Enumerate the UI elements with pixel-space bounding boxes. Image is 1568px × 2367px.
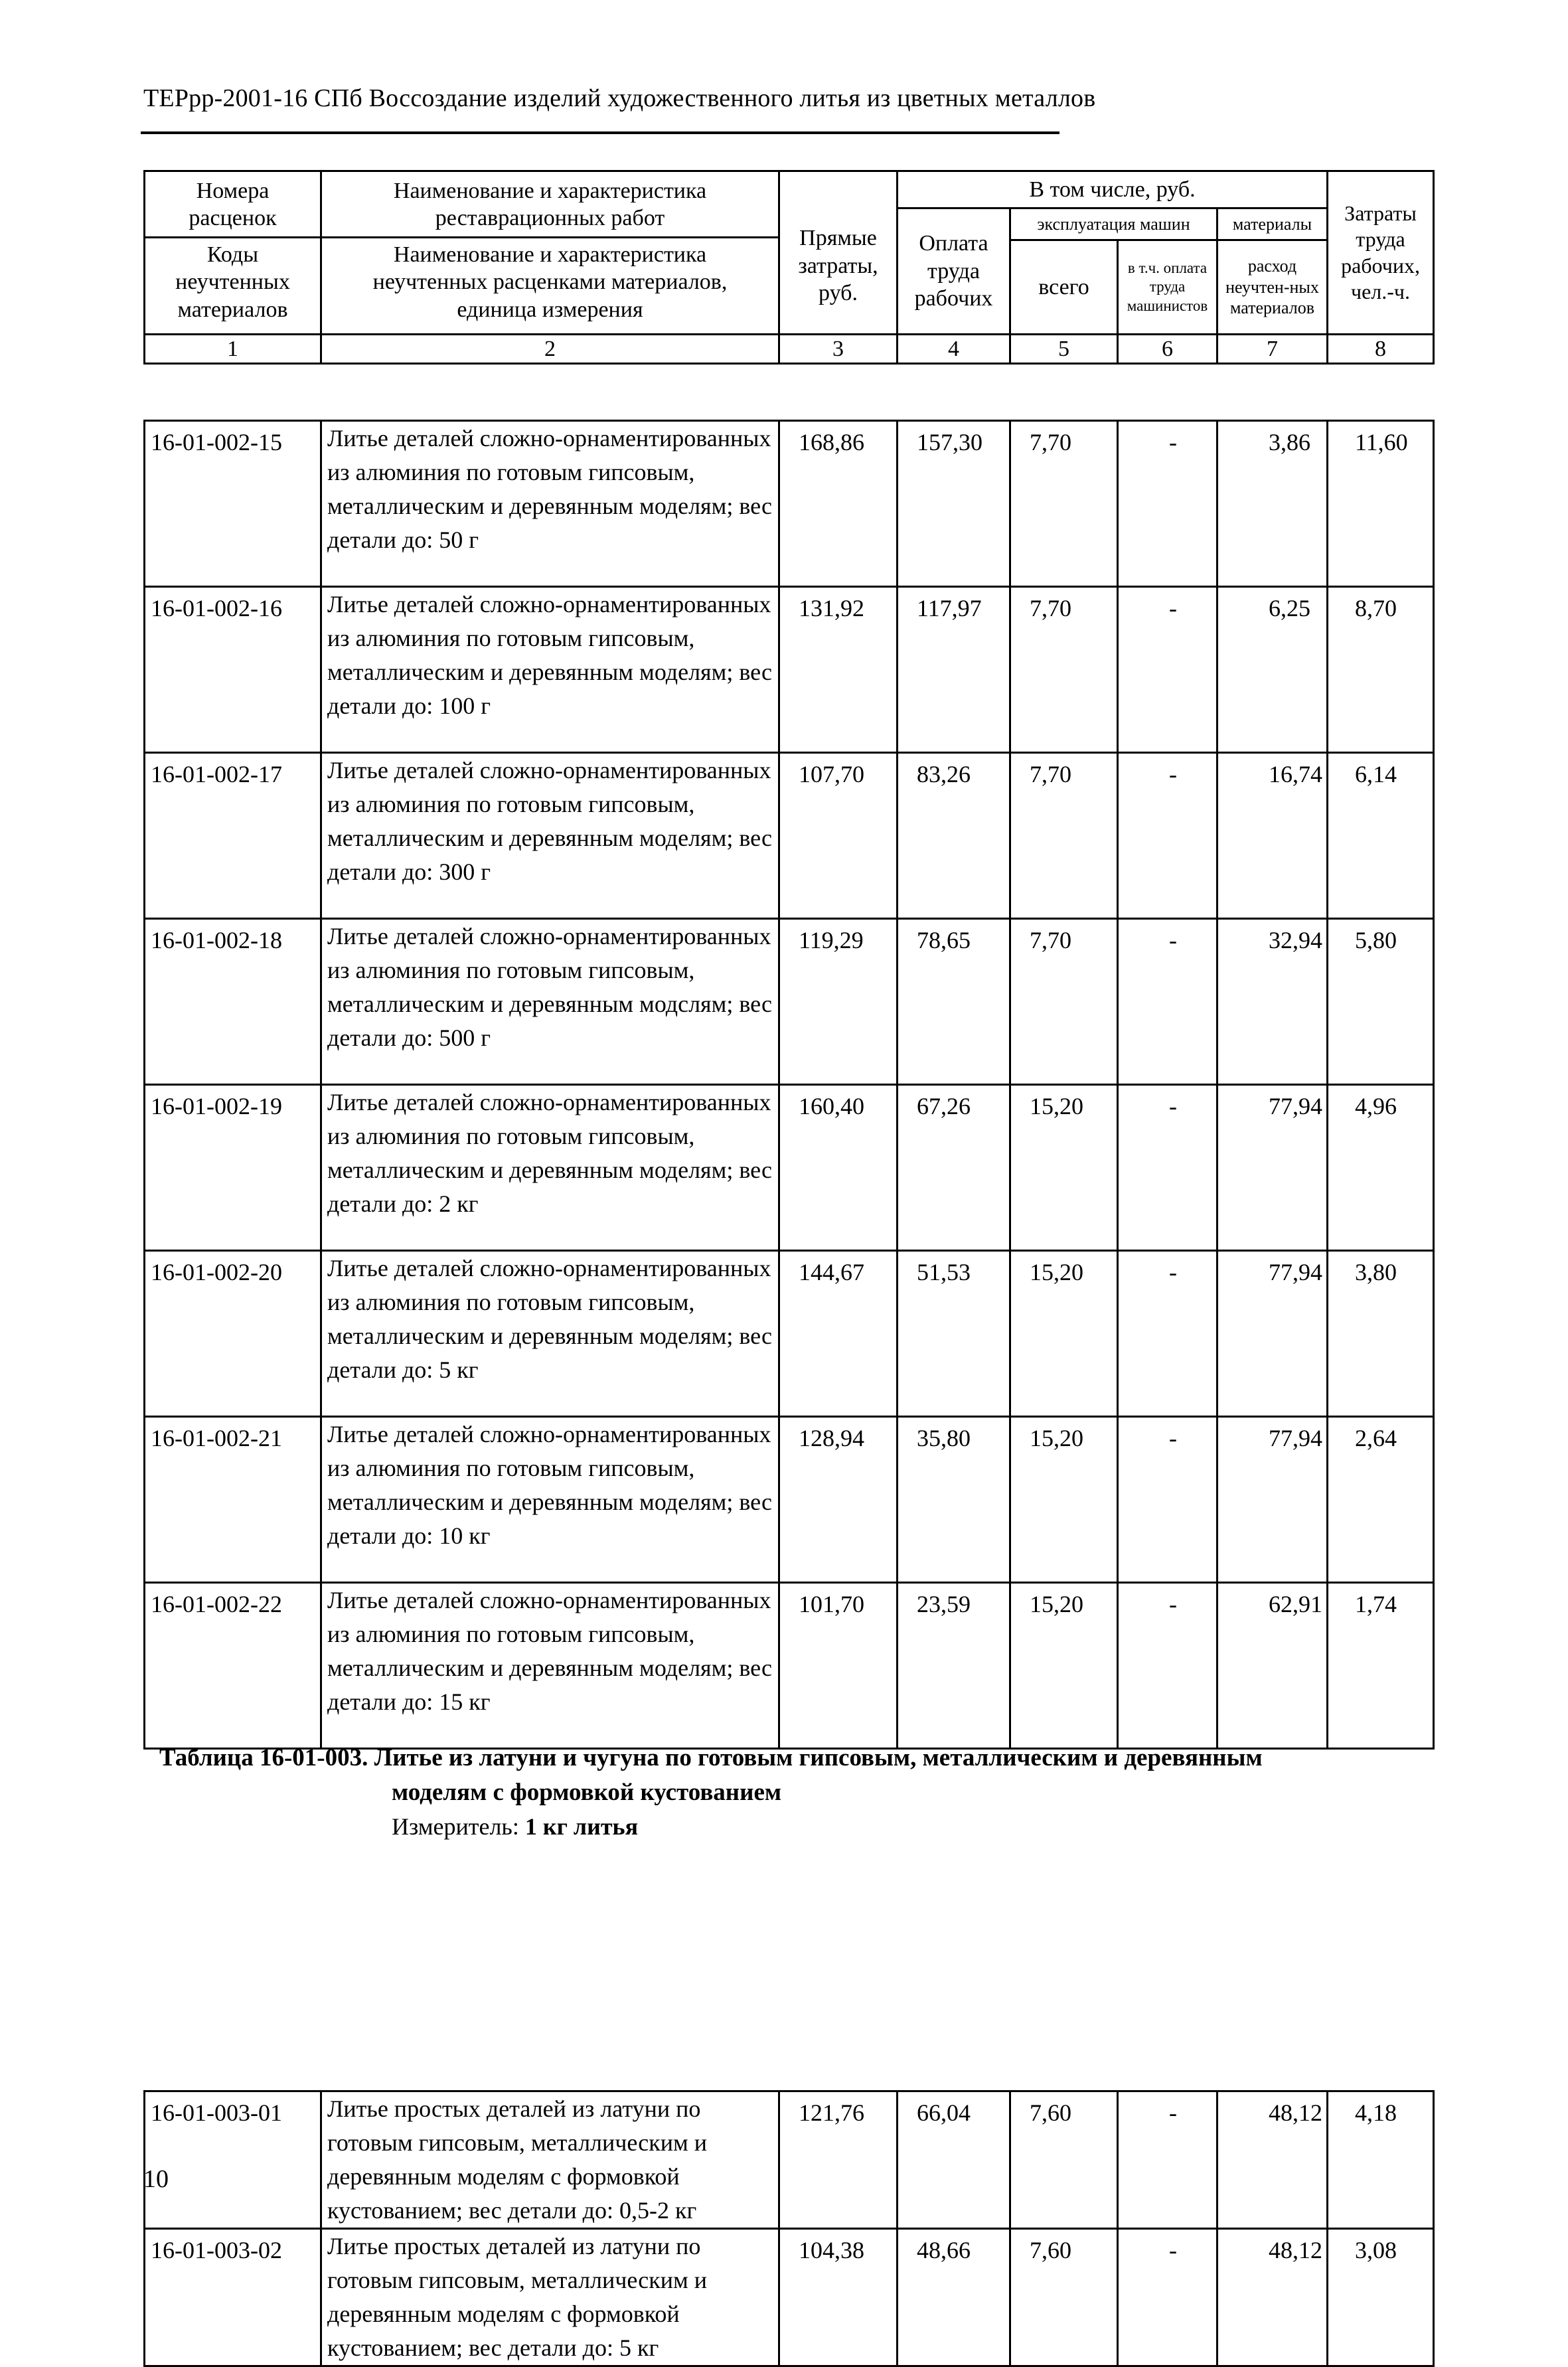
materials-cost: 3,86 xyxy=(1217,421,1328,587)
work-description: Литье деталей сложно-орнаментированных из алюминия по готовым гипсовым, металлическим и деревянным моделям; вес детали до: 100 г xyxy=(321,587,779,753)
work-description: Литье деталей сложно-орнаментированных из алюминия по готовым гипсовым, металлическим и деревянным моделям; вес детали до: 50 г xyxy=(321,421,779,587)
labor-pay: 83,26 xyxy=(898,753,1010,919)
machinist-pay: - xyxy=(1118,421,1217,587)
machine-total: 15,20 xyxy=(1010,1583,1118,1749)
rate-code: 16-01-002-15 xyxy=(145,421,321,587)
machines-header: эксплуатация машин xyxy=(1010,208,1217,240)
table-caption-line2: моделям с формовкой кустованием xyxy=(392,1779,782,1806)
table-row xyxy=(145,421,1434,587)
direct-costs: 160,40 xyxy=(779,1085,898,1251)
machinist-pay: - xyxy=(1118,2229,1217,2366)
work-description: Литье деталей сложно-орнаментированных из алюминия по готовым гипсовым, металлическим и деревянным моделям; вес детали до: 15 кг xyxy=(321,1583,779,1749)
labor-hours: 11,60 xyxy=(1328,421,1434,587)
rate-code: 16-01-002-16 xyxy=(145,587,321,753)
direct-costs: 104,38 xyxy=(779,2229,898,2366)
header-rule xyxy=(141,131,1059,134)
incl-header: В том числе, руб. xyxy=(898,171,1328,208)
page-number: 10 xyxy=(143,2165,169,2193)
col8-header: Затраты труда рабочих, чел.-ч. xyxy=(1328,171,1434,335)
work-description: Литье простых деталей из латуни по готовым гипсовым, металлическим и деревянным моделям с формовкой кустованием; вес детали до: 5 кг xyxy=(321,2229,779,2366)
labor-pay: 66,04 xyxy=(898,2091,1010,2229)
col-number: 3 xyxy=(779,335,898,364)
machine-total: 7,70 xyxy=(1010,753,1118,919)
labor-hours: 3,08 xyxy=(1328,2229,1434,2366)
materials-cost: 48,12 xyxy=(1217,2091,1328,2229)
col4-header: Оплата труда рабочих xyxy=(898,208,1010,335)
table-meter xyxy=(392,1810,638,1843)
col1-bottom: Коды неучтенных материалов xyxy=(175,242,290,322)
work-description: Литье простых деталей из латуни по готовым гипсовым, металлическим и деревянным моделям с формовкой кустованием; вес детали до: 0,5-2 кг xyxy=(321,2091,779,2229)
machinist-pay: - xyxy=(1118,919,1217,1085)
col-number: 1 xyxy=(145,335,321,364)
machine-total: 7,60 xyxy=(1010,2091,1118,2229)
col2-top: Наименование и характеристика реставрационных работ xyxy=(393,179,707,231)
labor-pay: 23,59 xyxy=(898,1583,1010,1749)
materials-cost: 77,94 xyxy=(1217,1417,1328,1583)
rate-code: 16-01-002-18 xyxy=(145,919,321,1085)
table-row xyxy=(145,2091,1434,2229)
materials-header: материалы xyxy=(1217,208,1328,240)
rate-code: 16-01-002-21 xyxy=(145,1417,321,1583)
labor-hours: 6,14 xyxy=(1328,753,1434,919)
table-row xyxy=(145,753,1434,919)
table-row xyxy=(145,1085,1434,1251)
direct-costs: 121,76 xyxy=(779,2091,898,2229)
work-description: Литье деталей сложно-орнаментированных из алюминия по готовым гипсовым, металлическим и деревянным моделям; вес детали до: 5 кг xyxy=(321,1251,779,1417)
labor-hours: 5,80 xyxy=(1328,919,1434,1085)
rate-code: 16-01-003-01 xyxy=(145,2091,321,2229)
table-caption-line1: Таблица 16-01-003. Литье из латуни и чугуна по готовым гипсовым, металлическим и деревянным xyxy=(159,1744,1263,1771)
work-description: Литье деталей сложно-орнаментированных из алюминия по готовым гипсовым, металлическим и деревянным моделям; вес детали до: 2 кг xyxy=(321,1085,779,1251)
machine-total: 7,70 xyxy=(1010,587,1118,753)
col7-header: расход неучтен-ных материалов xyxy=(1217,240,1328,335)
machine-total: 7,60 xyxy=(1010,2229,1118,2366)
header-divider xyxy=(145,236,320,238)
direct-costs: 101,70 xyxy=(779,1583,898,1749)
work-description: Литье деталей сложно-орнаментированных из алюминия по готовым гипсовым, металлическим и деревянным моделям; вес детали до: 10 кг xyxy=(321,1417,779,1583)
labor-pay: 78,65 xyxy=(898,919,1010,1085)
machine-total: 7,70 xyxy=(1010,919,1118,1085)
materials-cost: 32,94 xyxy=(1217,919,1328,1085)
labor-pay: 67,26 xyxy=(898,1085,1010,1251)
rates-table-003 xyxy=(143,2090,1435,2367)
labor-pay: 157,30 xyxy=(898,421,1010,587)
machine-total: 15,20 xyxy=(1010,1251,1118,1417)
labor-hours: 2,64 xyxy=(1328,1417,1434,1583)
machinist-pay: - xyxy=(1118,587,1217,753)
direct-costs: 168,86 xyxy=(779,421,898,587)
col2-bottom: Наименование и характеристика неучтенных расценками материалов, единица измерения xyxy=(372,242,728,322)
work-description: Литье деталей сложно-орнаментированных из алюминия по готовым гипсовым, металлическим и деревянным модслям; вес детали до: 500 г xyxy=(321,919,779,1085)
direct-costs: 128,94 xyxy=(779,1417,898,1583)
meter-value: 1 кг литья xyxy=(524,1813,639,1840)
table-row xyxy=(145,1583,1434,1749)
labor-hours: 4,96 xyxy=(1328,1085,1434,1251)
col-number: 5 xyxy=(1010,335,1118,364)
col-number: 6 xyxy=(1118,335,1217,364)
rate-code: 16-01-002-20 xyxy=(145,1251,321,1417)
rate-code: 16-01-002-17 xyxy=(145,753,321,919)
rate-code: 16-01-003-02 xyxy=(145,2229,321,2366)
table-caption xyxy=(159,1741,1421,1810)
machinist-pay: - xyxy=(1118,1251,1217,1417)
rates-table-002 xyxy=(143,420,1435,1750)
machinist-pay: - xyxy=(1118,1417,1217,1583)
machinist-pay: - xyxy=(1118,1583,1217,1749)
labor-pay: 35,80 xyxy=(898,1417,1010,1583)
col1-top: Номера расценок xyxy=(189,179,277,231)
labor-hours: 4,18 xyxy=(1328,2091,1434,2229)
materials-cost: 6,25 xyxy=(1217,587,1328,753)
direct-costs: 107,70 xyxy=(779,753,898,919)
col5-header: всего xyxy=(1010,240,1118,335)
col6-header: в т.ч. оплата труда машинистов xyxy=(1118,240,1217,335)
page-header: ТЕРрр-2001-16 СПб Воссоздание изделий художественного литья из цветных металлов xyxy=(143,84,1096,112)
labor-hours: 8,70 xyxy=(1328,587,1434,753)
col3-header: Прямые затраты, руб. xyxy=(779,171,898,335)
machine-total: 15,20 xyxy=(1010,1417,1118,1583)
table-row xyxy=(145,919,1434,1085)
direct-costs: 131,92 xyxy=(779,587,898,753)
rate-code: 16-01-002-22 xyxy=(145,1583,321,1749)
header-divider xyxy=(322,236,778,238)
machine-total: 15,20 xyxy=(1010,1085,1118,1251)
machine-total: 7,70 xyxy=(1010,421,1118,587)
machinist-pay: - xyxy=(1118,2091,1217,2229)
col-number: 2 xyxy=(321,335,779,364)
table-row xyxy=(145,1251,1434,1417)
machinist-pay: - xyxy=(1118,1085,1217,1251)
table-row xyxy=(145,1417,1434,1583)
materials-cost: 48,12 xyxy=(1217,2229,1328,2366)
direct-costs: 119,29 xyxy=(779,919,898,1085)
direct-costs: 144,67 xyxy=(779,1251,898,1417)
materials-cost: 77,94 xyxy=(1217,1251,1328,1417)
rate-code: 16-01-002-19 xyxy=(145,1085,321,1251)
col1-header xyxy=(145,171,321,335)
column-header-table xyxy=(143,170,1435,365)
machinist-pay: - xyxy=(1118,753,1217,919)
work-description: Литье деталей сложно-орнаментированных из алюминия по готовым гипсовым, металлическим и деревянным моделям; вес детали до: 300 г xyxy=(321,753,779,919)
col2-header xyxy=(321,171,779,335)
col-number: 8 xyxy=(1328,335,1434,364)
labor-hours: 1,74 xyxy=(1328,1583,1434,1749)
materials-cost: 62,91 xyxy=(1217,1583,1328,1749)
table-row xyxy=(145,587,1434,753)
table-row xyxy=(145,2229,1434,2366)
col-number: 7 xyxy=(1217,335,1328,364)
labor-pay: 51,53 xyxy=(898,1251,1010,1417)
labor-hours: 3,80 xyxy=(1328,1251,1434,1417)
meter-label: Измеритель: xyxy=(392,1813,519,1840)
materials-cost: 16,74 xyxy=(1217,753,1328,919)
col-number: 4 xyxy=(898,335,1010,364)
labor-pay: 117,97 xyxy=(898,587,1010,753)
materials-cost: 77,94 xyxy=(1217,1085,1328,1251)
labor-pay: 48,66 xyxy=(898,2229,1010,2366)
